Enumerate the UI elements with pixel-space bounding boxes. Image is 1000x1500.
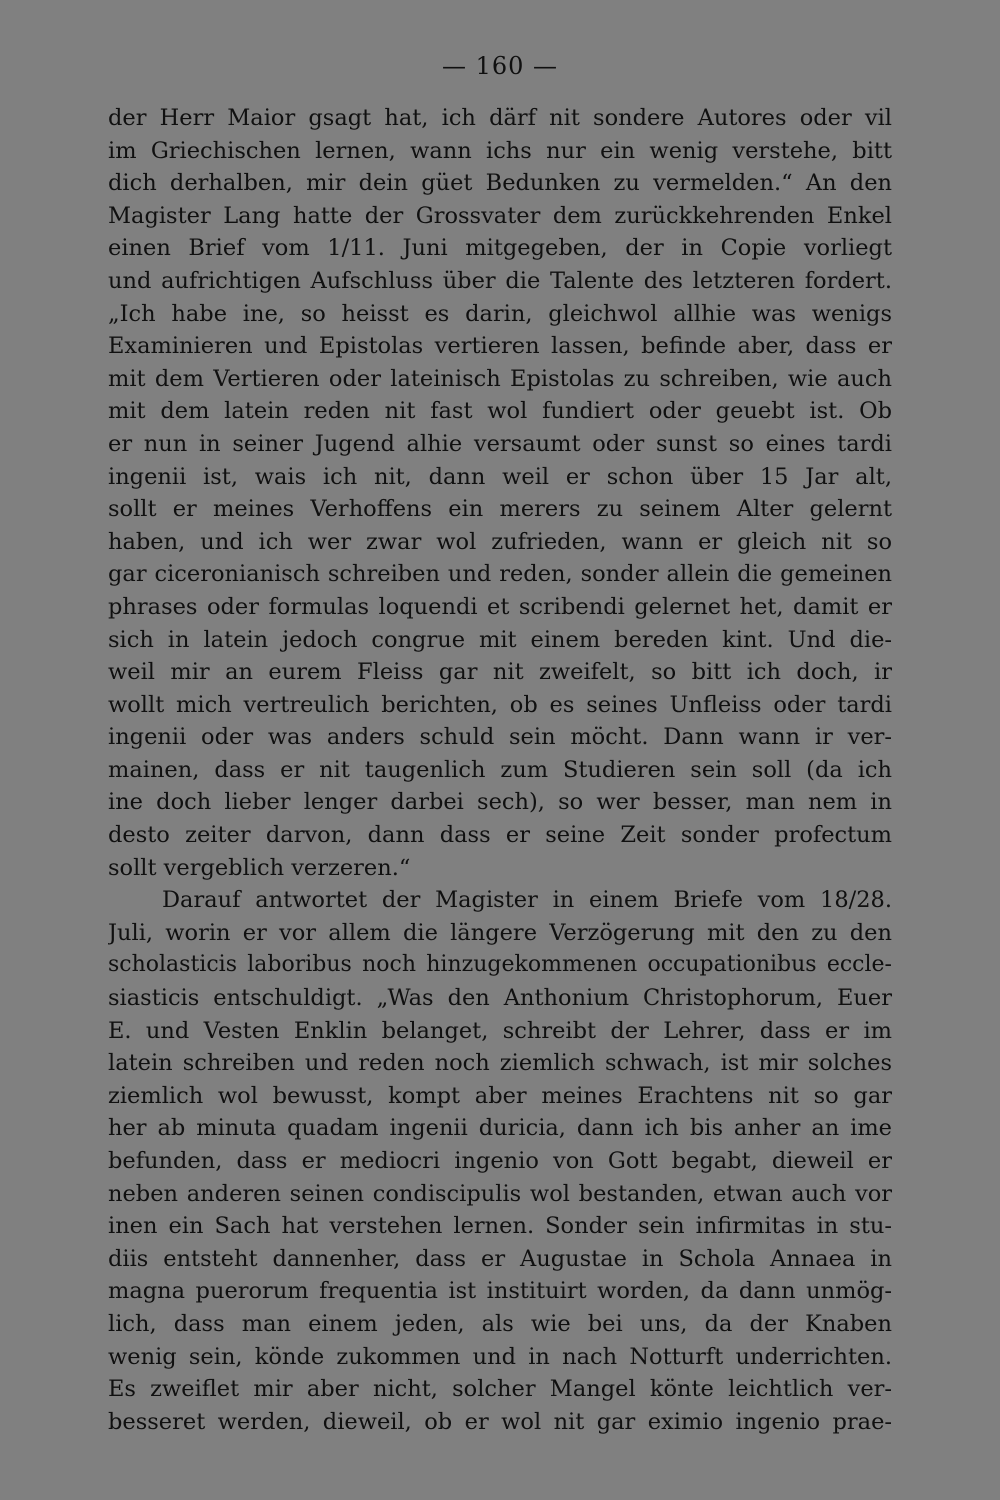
- text-line: sollt er meines Verhoffens ein merers zu seinem Alter gelernt: [108, 496, 892, 523]
- text-line: haben, und ich wer zwar wol zufrieden, wann er gleich nit so: [108, 528, 892, 555]
- text-line: ziemlich wol bewusst, kompt aber meines Erachtens nit so gar: [108, 1082, 892, 1109]
- text-line: ine doch lieber lenger darbei sech), so wer besser, man nem in: [108, 789, 892, 816]
- text-line: mainen, dass er nit taugenlich zum Studieren sein soll (da ich: [108, 756, 892, 783]
- text-line: mit dem latein reden nit fast wol fundiert oder geuebt ist. Ob: [108, 398, 892, 425]
- text-line: einen Brief vom 1/11. Juni mitgegeben, der in Copie vorliegt: [108, 235, 892, 262]
- body-text: [108, 102, 892, 1438]
- text-line: mit dem Vertieren oder lateinisch Epistolas zu schreiben, wie auch: [108, 365, 892, 392]
- text-line: sich in latein jedoch congrue mit einem bereden kint. Und die-: [108, 626, 892, 653]
- text-line: Magister Lang hatte der Grossvater dem zurückkehrenden Enkel: [108, 202, 892, 229]
- text-line: desto zeiter darvon, dann dass er seine Zeit sonder profectum: [108, 822, 892, 849]
- text-line: im Griechischen lernen, wann ichs nur ein wenig verstehe, bitt: [108, 137, 892, 164]
- text-line: dich derhalben, mir dein güet Bedunken zu vermelden.“ An den: [108, 170, 892, 197]
- text-line: phrases oder formulas loquendi et scribendi gelernet het, damit er: [108, 593, 892, 620]
- text-line: inen ein Sach hat verstehen lernen. Sonder sein infirmitas in stu-: [108, 1213, 892, 1240]
- text-line: sollt vergeblich verzeren.“: [108, 854, 411, 881]
- text-line: scholasticis laboribus noch hinzugekommenen occupationibus eccle-: [108, 952, 892, 978]
- text-line: ingenii ist, wais ich nit, dann weil er schon über 15 Jar alt,: [108, 463, 892, 490]
- text-line: Examinieren und Epistolas vertieren lassen, befinde aber, dass er: [108, 333, 892, 360]
- text-line: und aufrichtigen Aufschluss über die Talente des letzteren fordert.: [108, 267, 892, 294]
- text-line: latein schreiben und reden noch ziemlich schwach, ist mir solches: [108, 1050, 892, 1077]
- text-line: Darauf antwortet der Magister in einem Briefe vom 18/28.: [162, 887, 892, 914]
- text-line: „Ich habe ine, so heisst es darin, gleichwol allhie was wenigs: [108, 300, 892, 327]
- text-line: magna puerorum frequentia ist instituirt worden, da dann unmög-: [108, 1278, 892, 1305]
- text-line: gar ciceronianisch schreiben und reden, sonder allein die gemeinen: [108, 561, 892, 588]
- text-line: der Herr Maior gsagt hat, ich därf nit sondere Autores oder vil: [108, 105, 892, 131]
- text-line: ingenii oder was anders schuld sein möcht. Dann wann ir ver-: [108, 724, 892, 751]
- text-line: Es zweiflet mir aber nicht, solcher Mangel könte leichtlich ver-: [108, 1376, 892, 1403]
- text-line: besseret werden, dieweil, ob er wol nit gar eximio ingenio prae-: [108, 1408, 892, 1435]
- text-line: befunden, dass er mediocri ingenio von Gott begabt, dieweil er: [108, 1148, 892, 1174]
- text-line: her ab minuta quadam ingenii duricia, dann ich bis anher an ime: [108, 1115, 892, 1142]
- text-line: wenig sein, könde zukommen und in nach Notturft underrichten.: [108, 1343, 892, 1370]
- text-line: lich, dass man einem jeden, als wie bei uns, da der Knaben: [108, 1310, 892, 1337]
- text-line: Juli, worin er vor allem die längere Verzögerung mit den zu den: [108, 919, 892, 946]
- page-number: — 160 —: [441, 52, 559, 80]
- text-line: neben anderen seinen condiscipulis wol bestanden, etwan auch vor: [108, 1180, 892, 1207]
- text-line: weil mir an eurem Fleiss gar nit zweifelt, so bitt ich doch, ir: [108, 659, 892, 686]
- text-line: E. und Vesten Enklin belanget, schreibt der Lehrer, dass er im: [108, 1017, 892, 1044]
- text-line: siasticis entschuldigt. „Was den Anthonium Christophorum, Euer: [108, 985, 892, 1012]
- text-line: diis entsteht dannenher, dass er Augustae in Schola Annaea in: [108, 1245, 892, 1272]
- text-line: wollt mich vertreulich berichten, ob es seines Unfleiss oder tardi: [108, 691, 892, 718]
- text-line: er nun in seiner Jugend alhie versaumt oder sunst so eines tardi: [108, 430, 892, 457]
